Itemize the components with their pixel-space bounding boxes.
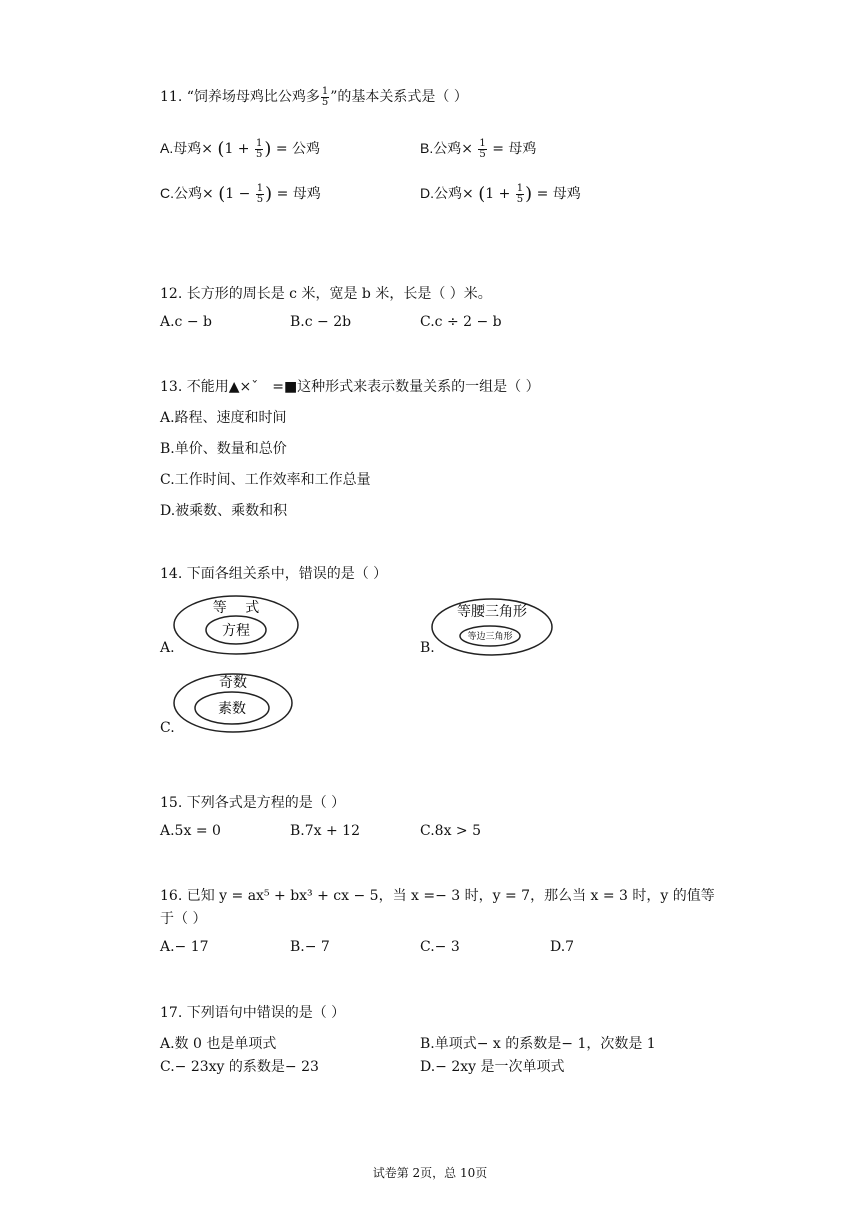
option-label: A. xyxy=(160,140,174,156)
q14-option-b-label[interactable]: B. xyxy=(420,640,435,656)
question-11-stem xyxy=(160,86,468,108)
option-fraction xyxy=(255,139,263,160)
question-14-stem: 14. 下面各组关系中，错误的是（ ） xyxy=(160,566,388,582)
q13-option-c[interactable]: C.工作时间、工作效率和工作总量 xyxy=(160,472,371,488)
fraction-numerator: 1 xyxy=(256,182,264,194)
question-12-stem: 12. 长方形的周长是 c 米，宽是 b 米，长是（ ）米。 xyxy=(160,286,492,302)
q11-fraction xyxy=(321,87,329,108)
q16-option-b[interactable]: B.− 7 xyxy=(290,939,330,955)
q11-option-a[interactable]: A.母鸡× (1 + $\frac{1}{5}$ ) = 公鸡 xyxy=(160,137,321,160)
q13-option-d[interactable]: D.被乘数、乘数和积 xyxy=(160,503,288,519)
q17-option-c[interactable]: C.− 23xy 的系数是− 23 xyxy=(160,1059,319,1075)
question-16-stem-line1: 16. 已知 y = ax⁵ + bx³ + cx − 5，当 x =− 3 时，y = 7，那么当 x = 3 时，y 的值等 xyxy=(160,888,715,904)
q16-option-a[interactable]: A.− 17 xyxy=(160,939,209,955)
page-footer: 试卷第 2页，总 10页 xyxy=(372,1166,488,1180)
outer-label: 奇数 xyxy=(219,675,247,691)
q11-option-c[interactable]: C.公鸡× (1 − $\frac{1}{5}$ ) = 母鸡 xyxy=(160,182,321,205)
fraction-denominator: 5 xyxy=(516,193,524,205)
option-right: = 母鸡 xyxy=(487,141,537,157)
option-left: 公鸡× xyxy=(433,141,478,157)
q11-option-d[interactable]: D.公鸡× (1 + $\frac{1}{5}$ ) = 母鸡 xyxy=(420,182,581,205)
q14-option-c-diagram xyxy=(172,672,294,734)
outer-label: 等腰三角形 xyxy=(457,604,527,620)
option-right: = 母鸡 xyxy=(532,186,581,202)
q14-option-b-diagram xyxy=(430,597,554,657)
question-16-stem-line2: 于（ ） xyxy=(160,911,207,927)
option-op: 1 + xyxy=(485,186,515,202)
q17-option-d[interactable]: D.− 2xy 是一次单项式 xyxy=(420,1059,565,1075)
option-fraction xyxy=(516,184,524,205)
q15-option-c[interactable]: C.8x > 5 xyxy=(420,823,482,839)
fraction-numerator: 1 xyxy=(516,182,524,194)
option-label: B. xyxy=(420,140,434,156)
q17-option-b[interactable]: B.单项式− x 的系数是− 1，次数是 1 xyxy=(420,1036,656,1052)
q16-option-c[interactable]: C.− 3 xyxy=(420,939,460,955)
option-left: 公鸡× xyxy=(434,186,479,202)
q12-option-a[interactable]: A.c − b xyxy=(160,314,212,330)
option-right: = 公鸡 xyxy=(271,141,321,157)
option-op: 1 + xyxy=(224,141,254,157)
option-left: 公鸡× xyxy=(174,186,219,202)
q17-option-a[interactable]: A.数 0 也是单项式 xyxy=(160,1036,277,1052)
option-left: 母鸡× xyxy=(173,141,218,157)
fraction-denominator: 5 xyxy=(321,96,329,108)
question-13-stem: 13. 不能用▲×ˇ =■这种形式来表示数量关系的一组是（ ） xyxy=(160,379,540,395)
q13-option-a[interactable]: A.路程、速度和时间 xyxy=(160,410,287,426)
q15-option-b[interactable]: B.7x + 12 xyxy=(290,823,360,839)
inner-label: 等边三角形 xyxy=(467,632,513,642)
option-right: = 母鸡 xyxy=(272,186,321,202)
inner-label: 素数 xyxy=(218,701,246,717)
fraction-denominator: 5 xyxy=(256,148,263,160)
option-label: D. xyxy=(420,185,434,201)
question-15-stem: 15. 下列各式是方程的是（ ） xyxy=(160,795,346,811)
q12-option-c[interactable]: C.c ÷ 2 − b xyxy=(420,314,502,330)
fraction-denominator: 5 xyxy=(256,193,264,205)
option-label: C. xyxy=(160,185,174,201)
fraction-numerator: 1 xyxy=(256,137,263,149)
q11-stem-part1: 11. “饲养场母鸡比公鸡多 xyxy=(160,89,320,105)
option-op: 1 − xyxy=(225,186,255,202)
inner-label: 方程 xyxy=(222,623,250,639)
q14-option-c-label[interactable]: C. xyxy=(160,720,175,736)
q13-option-b[interactable]: B.单价、数量和总价 xyxy=(160,441,287,457)
fraction-denominator: 5 xyxy=(479,148,486,160)
q11-stem-part2: ”的基本关系式是（ ） xyxy=(330,89,468,105)
q11-option-b[interactable] xyxy=(420,138,536,160)
question-17-stem: 17. 下列语句中错误的是（ ） xyxy=(160,1005,346,1021)
outer-label: 等 式 xyxy=(212,600,260,616)
fraction-numerator: 1 xyxy=(321,85,329,97)
q16-option-d[interactable]: D.7 xyxy=(550,939,575,955)
option-fraction xyxy=(256,184,264,205)
q14-option-a-label[interactable]: A. xyxy=(160,640,175,656)
q14-option-a-diagram xyxy=(172,594,300,656)
fraction-numerator: 1 xyxy=(479,137,486,149)
q15-option-a[interactable]: A.5x = 0 xyxy=(160,823,221,839)
q12-option-b[interactable]: B.c − 2b xyxy=(290,314,352,330)
option-fraction xyxy=(478,139,486,160)
